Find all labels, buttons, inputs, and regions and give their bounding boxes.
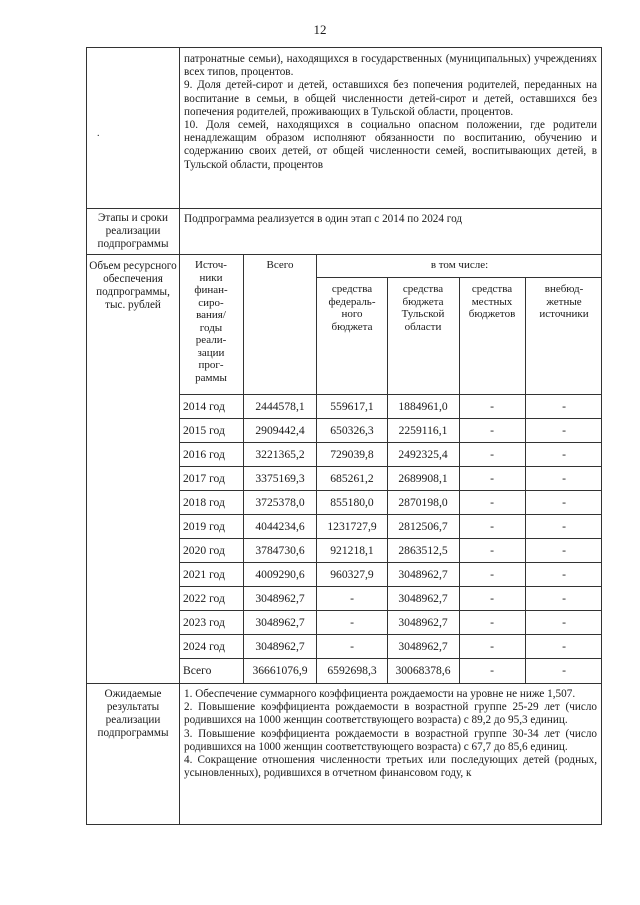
- indicator-line: патронатные семьи), находящихся в государственных (муниципальных) учреждениях всех типов, процентов.: [184, 53, 597, 79]
- stages-text: Подпрограмма реализуется в один этап с 2014 по 2024 год: [184, 213, 463, 225]
- funding-cell-extra: -: [562, 616, 566, 629]
- funding-cell-total: 36661076,9: [252, 664, 308, 677]
- funding-cell-total: 2909442,4: [255, 424, 305, 437]
- result-line: 2. Повышение коэффициента рождаемости в возрастной группе 25-29 лет (число родившихся на 1000 женщин соответствующего возраста) с 89,2 до 95,3 единиц.: [184, 701, 597, 727]
- funding-cell-extra: -: [562, 664, 566, 677]
- funding-cell-federal: -: [350, 616, 354, 629]
- header-extra: внебюд- жетные источники: [539, 283, 589, 320]
- funding-cell-federal: 729039,8: [330, 448, 374, 461]
- funding-cell-total: 4044234,6: [255, 520, 305, 533]
- funding-cell-regional: 2259116,1: [398, 424, 448, 437]
- funding-cell-local: -: [490, 400, 494, 413]
- results-text: [184, 688, 597, 780]
- funding-header-divider: [316, 277, 601, 278]
- funding-cell-total: 3048962,7: [255, 640, 305, 653]
- funding-cell-federal: 960327,9: [330, 568, 374, 581]
- header-including: в том числе:: [430, 259, 489, 271]
- funding-cell-regional: 30068378,6: [395, 664, 451, 677]
- funding-cell-local: -: [490, 424, 494, 437]
- result-line: 3. Повышение коэффициента рождаемости в возрастной группе 30-34 лет (число родившихся на 1000 женщин соответствующего возраста) с 67,7 до 85,6 единиц.: [184, 727, 597, 753]
- funding-cell-regional: 3048962,7: [398, 616, 448, 629]
- funding-cell-regional: 2492325,4: [398, 448, 448, 461]
- funding-cell-extra: -: [562, 424, 566, 437]
- margin-mark: .: [97, 128, 100, 139]
- funding-cell-regional: 3048962,7: [398, 592, 448, 605]
- funding-label: Объем ресурсного обеспечения подпрограммы, тыс. рублей: [89, 260, 177, 311]
- funding-cell-total: 3725378,0: [255, 496, 305, 509]
- header-sources: Источ- ники финан- сиро- вания/ годы реали- зации прог- раммы: [194, 259, 228, 384]
- funding-cell-regional: 3048962,7: [398, 640, 448, 653]
- funding-cell-year: 2022 год: [183, 592, 225, 605]
- indicators-text: [184, 53, 597, 172]
- funding-cell-year: 2018 год: [183, 496, 225, 509]
- funding-cell-federal: 855180,0: [330, 496, 374, 509]
- result-line: 4. Сокращение отношения численности третьих или последующих детей (родных, усыновленных), родившихся в отчетном финансовом году, к: [184, 754, 597, 780]
- header-local: средства местных бюджетов: [468, 283, 516, 320]
- funding-cell-federal: -: [350, 640, 354, 653]
- funding-cell-total: 4009290,6: [255, 568, 305, 581]
- indicators-row: [87, 48, 601, 208]
- indicator-line: 10. Доля семей, находящихся в социально опасном положении, где родители ненадлежащим образом исполняют обязанности по воспитанию, обучению и содержанию своих детей, от общей численности семей, воспитывающих детей, в Тульской области, процентов: [184, 119, 597, 171]
- funding-row: [87, 254, 601, 683]
- funding-cell-local: -: [490, 568, 494, 581]
- funding-cell-extra: -: [562, 400, 566, 413]
- funding-cell-federal: -: [350, 592, 354, 605]
- passport-table: [86, 47, 602, 825]
- funding-cell-extra: -: [562, 544, 566, 557]
- funding-cell-local: -: [490, 640, 494, 653]
- funding-cell-regional: 1884961,0: [398, 400, 448, 413]
- funding-cell-total: 3375169,3: [255, 472, 305, 485]
- funding-cell-federal: 685261,2: [330, 472, 374, 485]
- funding-cell-local: -: [490, 592, 494, 605]
- funding-cell-extra: -: [562, 640, 566, 653]
- funding-cell-year: 2017 год: [183, 472, 225, 485]
- results-label: Ожидаемые результаты реализации подпрограммы: [97, 688, 169, 739]
- header-federal: средства федераль- ного бюджета: [328, 283, 376, 333]
- funding-cell-extra: -: [562, 448, 566, 461]
- funding-cell-extra: -: [562, 592, 566, 605]
- funding-cell-year: 2014 год: [183, 400, 225, 413]
- funding-cell-total: 3221365,2: [255, 448, 305, 461]
- funding-cell-regional: 2870198,0: [398, 496, 448, 509]
- funding-cell-regional: 2689908,1: [398, 472, 448, 485]
- funding-col-divider: [243, 254, 244, 683]
- funding-cell-total: 3784730,6: [255, 544, 305, 557]
- funding-cell-total: 3048962,7: [255, 616, 305, 629]
- funding-cell-federal: 6592698,3: [327, 664, 377, 677]
- page-number: 12: [313, 22, 327, 37]
- funding-cell-local: -: [490, 520, 494, 533]
- stages-row: [87, 208, 601, 254]
- funding-cell-year: Всего: [183, 664, 212, 677]
- funding-cell-local: -: [490, 616, 494, 629]
- funding-cell-year: 2021 год: [183, 568, 225, 581]
- header-regional: средства бюджета Тульской области: [401, 283, 445, 333]
- stages-label: Этапы и сроки реализации подпрограммы: [97, 212, 169, 250]
- funding-cell-local: -: [490, 448, 494, 461]
- funding-cell-federal: 1231727,9: [327, 520, 377, 533]
- funding-cell-total: 2444578,1: [255, 400, 305, 413]
- funding-cell-regional: 2863512,5: [398, 544, 448, 557]
- funding-cell-year: 2024 год: [183, 640, 225, 653]
- funding-cell-year: 2023 год: [183, 616, 225, 629]
- funding-cell-local: -: [490, 496, 494, 509]
- result-line: 1. Обеспечение суммарного коэффициента рождаемости на уровне не ниже 1,507.: [184, 688, 576, 700]
- funding-cell-year: 2019 год: [183, 520, 225, 533]
- funding-cell-federal: 921218,1: [330, 544, 374, 557]
- funding-cell-federal: 559617,1: [330, 400, 374, 413]
- funding-cell-extra: -: [562, 520, 566, 533]
- funding-cell-year: 2016 год: [183, 448, 225, 461]
- funding-cell-local: -: [490, 472, 494, 485]
- funding-cell-extra: -: [562, 568, 566, 581]
- funding-cell-extra: -: [562, 496, 566, 509]
- funding-cell-regional: 2812506,7: [398, 520, 448, 533]
- header-total: Всего: [266, 259, 294, 271]
- indicator-line: 9. Доля детей-сирот и детей, оставшихся без попечения родителей, переданных на воспитание в семьи, в общей численности детей-сирот и детей, оставшихся без попечения родителей, проживающих в Тульской области, процентов.: [184, 79, 597, 118]
- funding-cell-year: 2015 год: [183, 424, 225, 437]
- funding-cell-local: -: [490, 664, 494, 677]
- funding-cell-local: -: [490, 544, 494, 557]
- funding-table: [179, 254, 601, 683]
- funding-cell-year: 2020 год: [183, 544, 225, 557]
- funding-cell-total: 3048962,7: [255, 592, 305, 605]
- funding-cell-federal: 650326,3: [330, 424, 374, 437]
- funding-cell-extra: -: [562, 472, 566, 485]
- funding-cell-regional: 3048962,7: [398, 568, 448, 581]
- results-row: [87, 683, 601, 826]
